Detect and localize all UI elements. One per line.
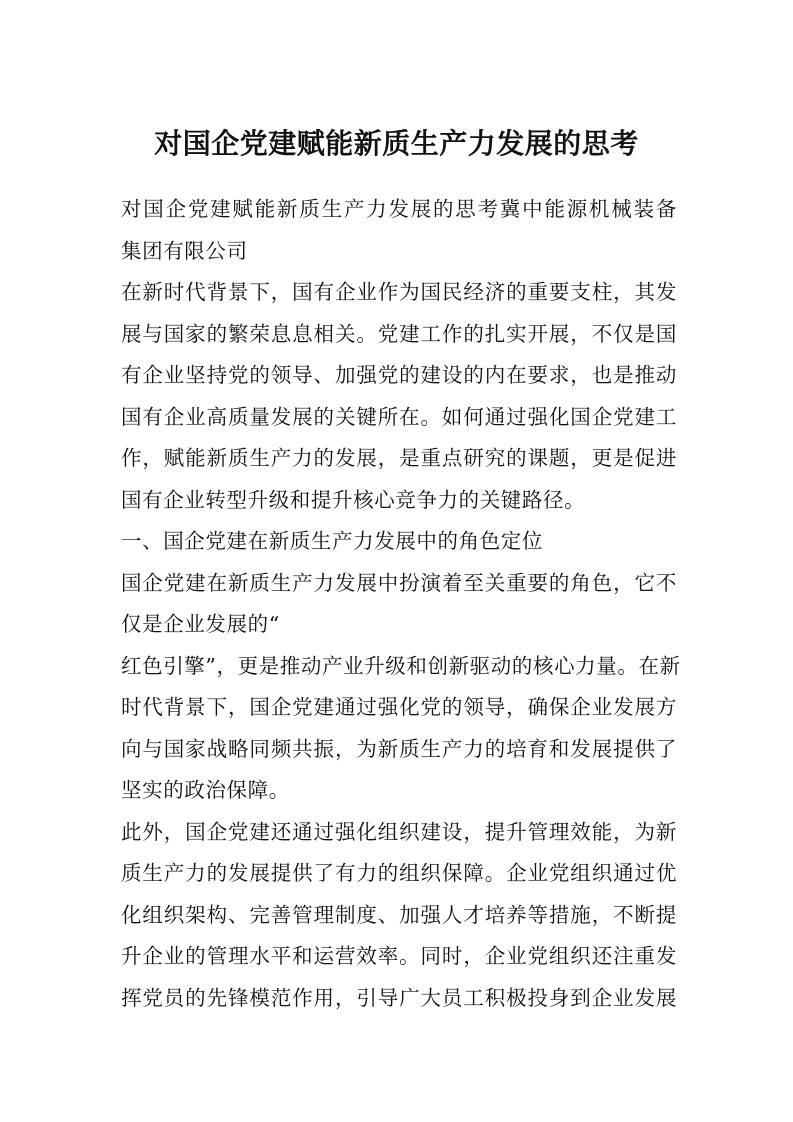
body-line: 在新时代背景下，国有企业作为国民经济的重要支柱，其发 xyxy=(121,280,677,304)
body-line: 对国企党建赋能新质生产力发展的思考冀中能源机械装备 xyxy=(121,197,677,221)
body-line: 红色引擎”，更是推动产业升级和创新驱动的核心力量。在新 xyxy=(121,653,681,678)
body-line: 挥党员的先锋模范作用，引导广大员工积极投身到企业发展 xyxy=(121,985,677,1010)
body-line: 国企党建在新质生产力发展中扮演着至关重要的角色，它不 xyxy=(121,570,677,595)
body-line: 时代背景下，国企党建通过强化党的领导，确保企业发展方 xyxy=(121,695,677,719)
body-line: 升企业的管理水平和运营效率。同时，企业党组织还注重发 xyxy=(121,944,677,968)
body-line: 化组织架构、完善管理制度、加强人才培养等措施，不断提 xyxy=(121,902,677,927)
body-line: 作，赋能新质生产力的发展，是重点研究的课题，更是促进 xyxy=(121,446,677,470)
body-line: 一、国企党建在新质生产力发展中的角色定位 xyxy=(121,529,543,553)
body-line: 国有企业高质量发展的关键所在。如何通过强化国企党建工 xyxy=(121,404,677,429)
body-line: 向与国家战略同频共振，为新质生产力的培育和发展提供了 xyxy=(121,736,677,761)
body-line: 有企业坚持党的领导、加强党的建设的内在要求，也是推动 xyxy=(121,363,677,387)
body-line: 坚实的政治保障。 xyxy=(121,778,290,802)
body-line: 此外，国企党建还通过强化组织建设，提升管理效能，为新 xyxy=(121,819,677,844)
document-title: 对国企党建赋能新质生产力发展的思考 xyxy=(154,127,639,160)
body-line: 仅是企业发展的“ xyxy=(121,612,280,636)
body-line: 展与国家的繁荣息息相关。党建工作的扎实开展，不仅是国 xyxy=(121,321,677,346)
body-line: 集团有限公司 xyxy=(121,238,248,263)
body-line: 国有企业转型升级和提升核心竞争力的关键路径。 xyxy=(121,487,586,512)
document-body xyxy=(121,189,681,1019)
body-line: 质生产力的发展提供了有力的组织保障。企业党组织通过优 xyxy=(121,861,677,885)
